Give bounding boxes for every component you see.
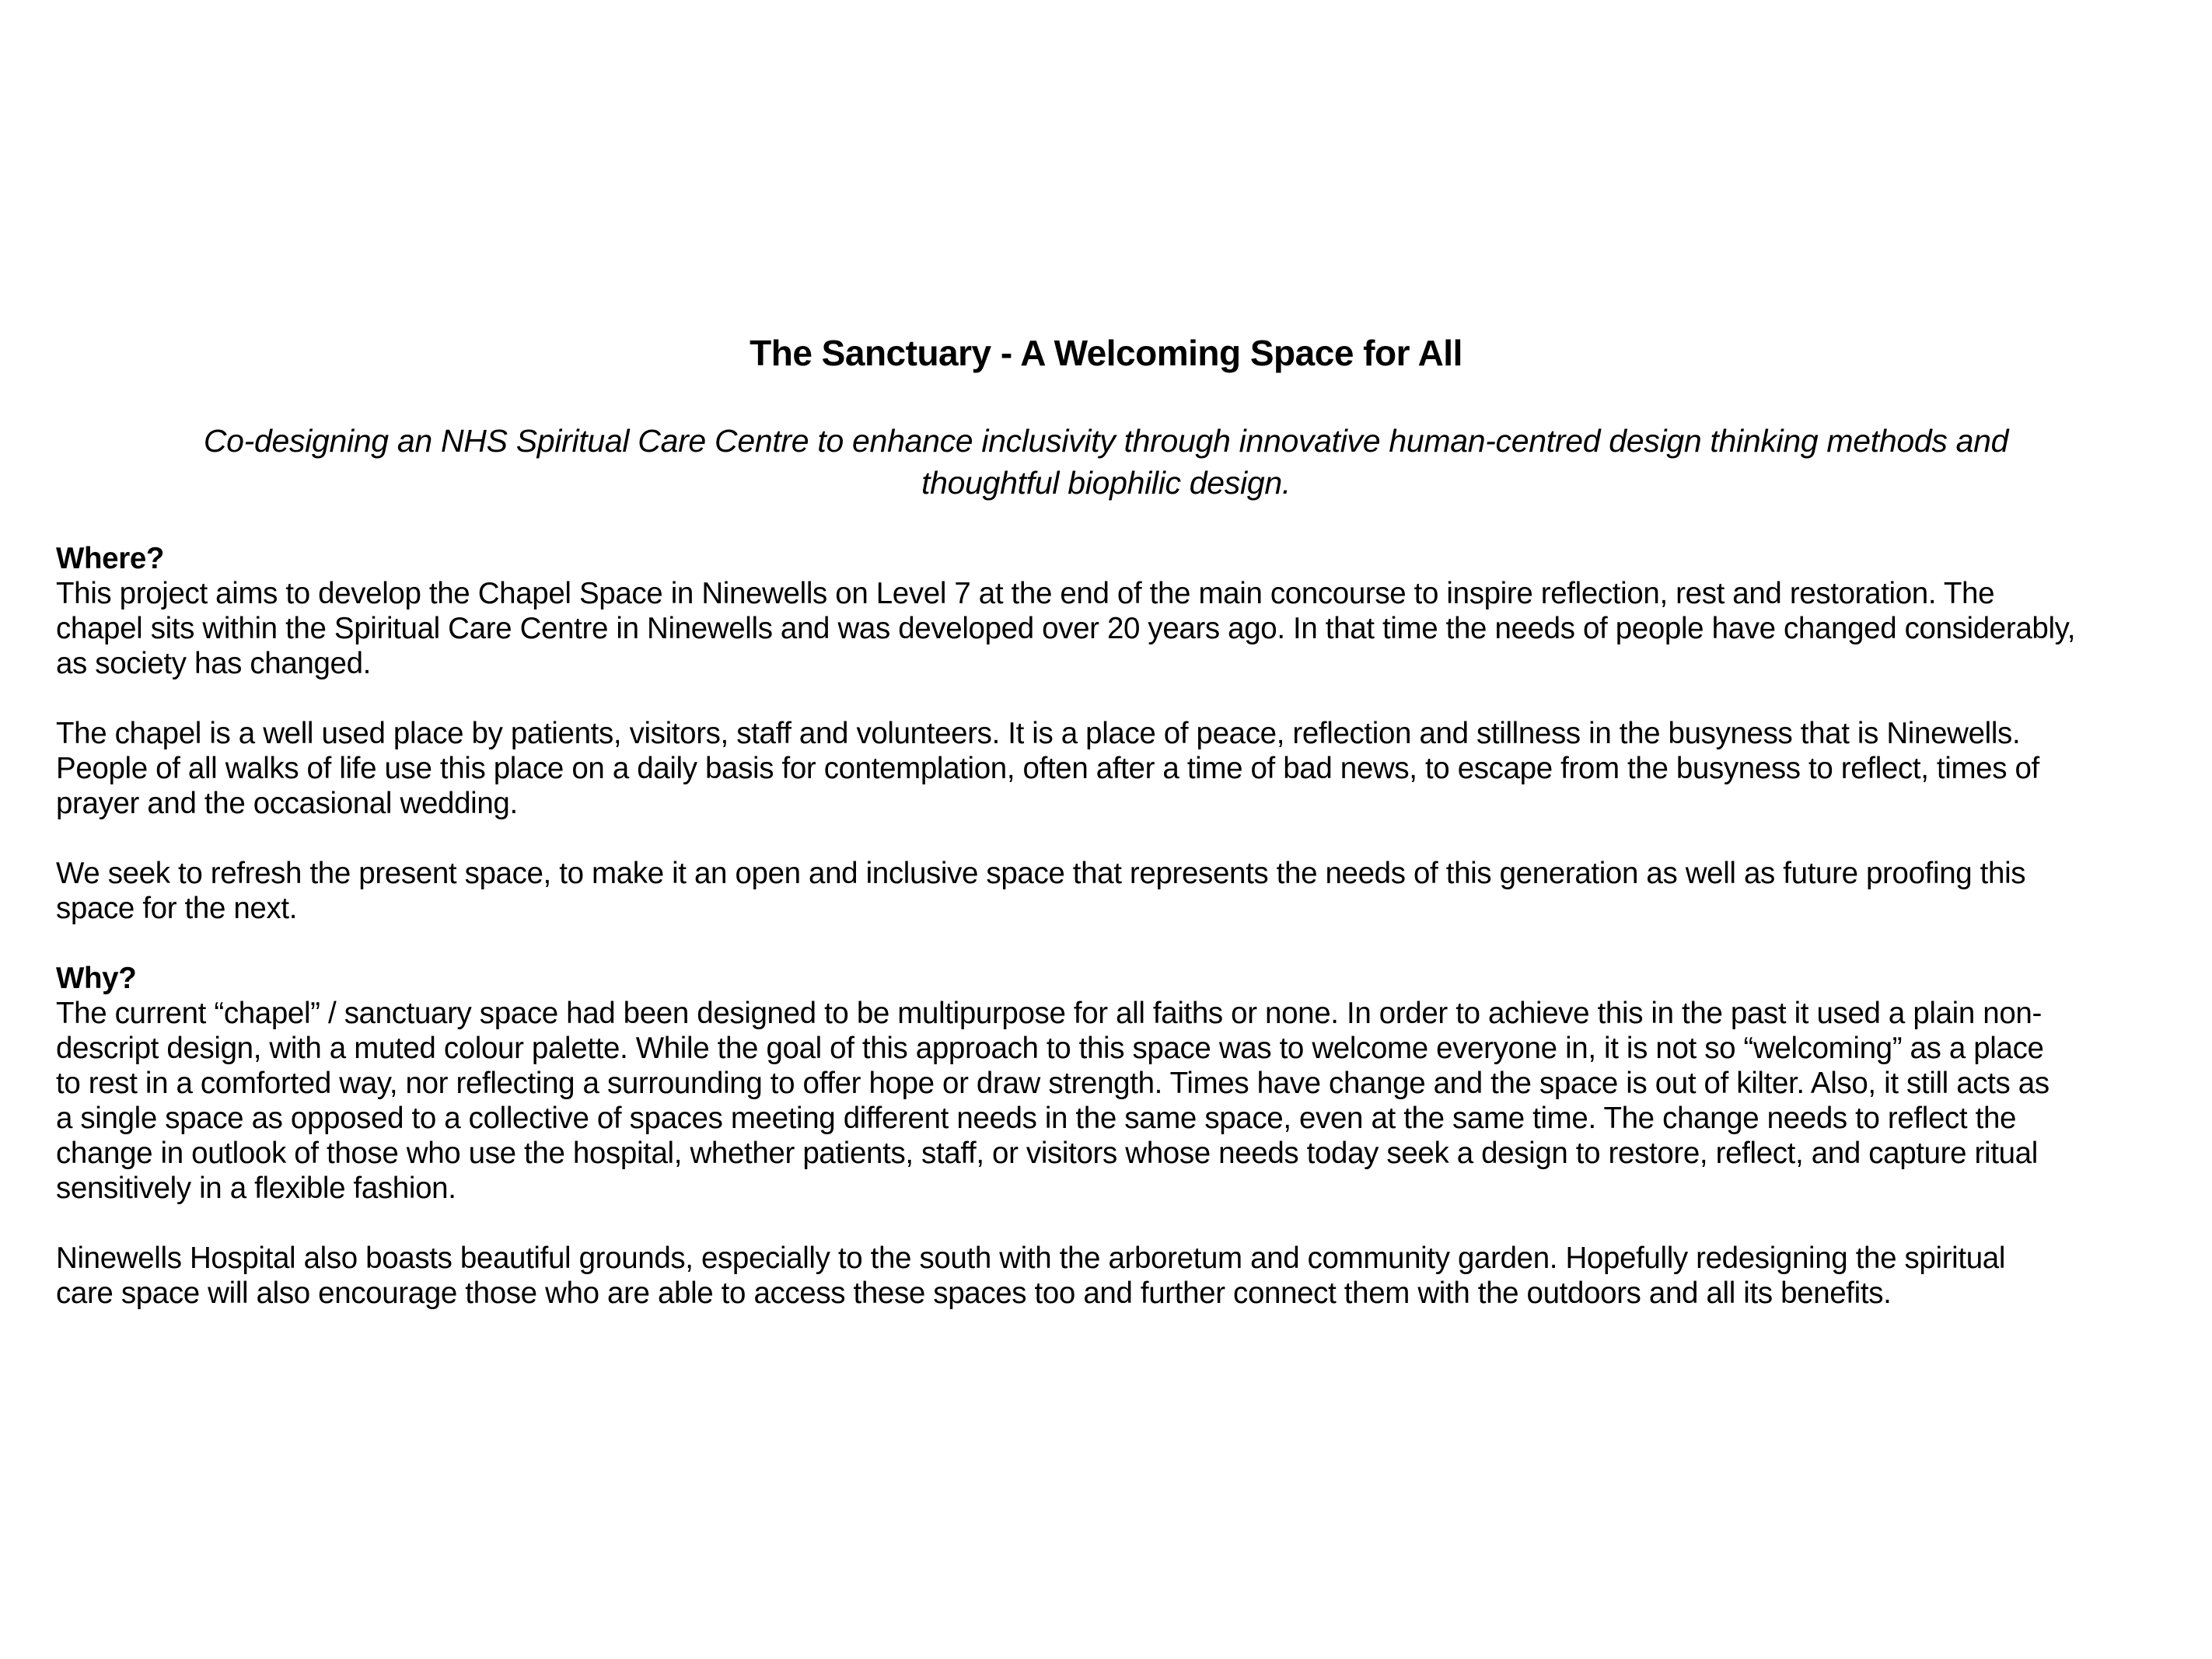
document-title: The Sanctuary - A Welcoming Space for All: [750, 333, 1462, 373]
section-where: [56, 541, 2202, 926]
paragraph-line: as society has changed.: [56, 647, 372, 680]
document-body: [56, 541, 2202, 1311]
paragraph: [56, 716, 2202, 821]
paragraph-line: space for the next.: [56, 892, 298, 925]
paragraph-line: descript design, with a muted colour palette. While the goal of this approach to this space was to welcome everyone in, it is not so “welcoming” as a place: [56, 1032, 2044, 1065]
paragraph-line: sensitively in a flexible fashion.: [56, 1172, 456, 1205]
paragraph-line: care space will also encourage those who are able to access these spaces too and further connect them with the outdoors and all its benefits.: [56, 1277, 1892, 1310]
paragraph: [56, 1241, 2202, 1311]
paragraph-line: prayer and the occasional wedding.: [56, 787, 518, 820]
subtitle-line: Co-designing an NHS Spiritual Care Centre to enhance inclusivity through innovative human-centred design thinking methods and: [203, 423, 2009, 459]
paragraph-line: We seek to refresh the present space, to make it an open and inclusive space that represents the needs of this generation as well as future proofing this: [56, 857, 2026, 890]
paragraph-gap: [56, 1206, 2202, 1241]
paragraph-line: chapel sits within the Spiritual Care Centre in Ninewells and was developed over 20 years ago. In that time the needs of people have changed considerably,: [56, 612, 2076, 645]
paragraph: [56, 856, 2202, 926]
paragraph-line: The chapel is a well used place by patients, visitors, staff and volunteers. It is a place of peace, reflection and stillness in the busyness that is Ninewells.: [56, 717, 2021, 750]
paragraph: [56, 996, 2202, 1206]
paragraph-gap: [56, 821, 2202, 856]
paragraph-line: change in outlook of those who use the hospital, whether patients, staff, or visitors whose needs today seek a design to restore, reflect, and capture ritual: [56, 1137, 2038, 1170]
paragraph: [56, 576, 2202, 681]
section-gap: [56, 926, 2202, 961]
section-why: [56, 961, 2202, 1311]
section-heading-why: Why?: [56, 962, 137, 995]
paragraph-line: a single space as opposed to a collective of spaces meeting different needs in the same space, even at the same time. The change needs to reflect the: [56, 1102, 2017, 1135]
subtitle-line: thoughtful biophilic design.: [921, 465, 1291, 501]
paragraph-line: Ninewells Hospital also boasts beautiful grounds, especially to the south with the arboretum and community garden. Hopefully redesigning the spiritual: [56, 1242, 2006, 1275]
section-heading-where: Where?: [56, 542, 165, 575]
paragraph-line: This project aims to develop the Chapel Space in Ninewells on Level 7 at the end of the main concourse to inspire reflection, rest and restoration. The: [56, 577, 1995, 610]
document-subtitle: [47, 420, 2165, 504]
paragraph-line: People of all walks of life use this place on a daily basis for contemplation, often after a time of bad news, to escape from the busyness to reflect, times of: [56, 752, 2039, 785]
paragraph-gap: [56, 681, 2202, 716]
paragraph-line: to rest in a comforted way, nor reflecting a surrounding to offer hope or draw strength. Times have change and the space is out of kilter. Also, it still acts as: [56, 1067, 2050, 1100]
paragraph-line: The current “chapel” / sanctuary space had been designed to be multipurpose for all faiths or none. In order to achieve this in the past it used a plain non-: [56, 997, 2042, 1030]
